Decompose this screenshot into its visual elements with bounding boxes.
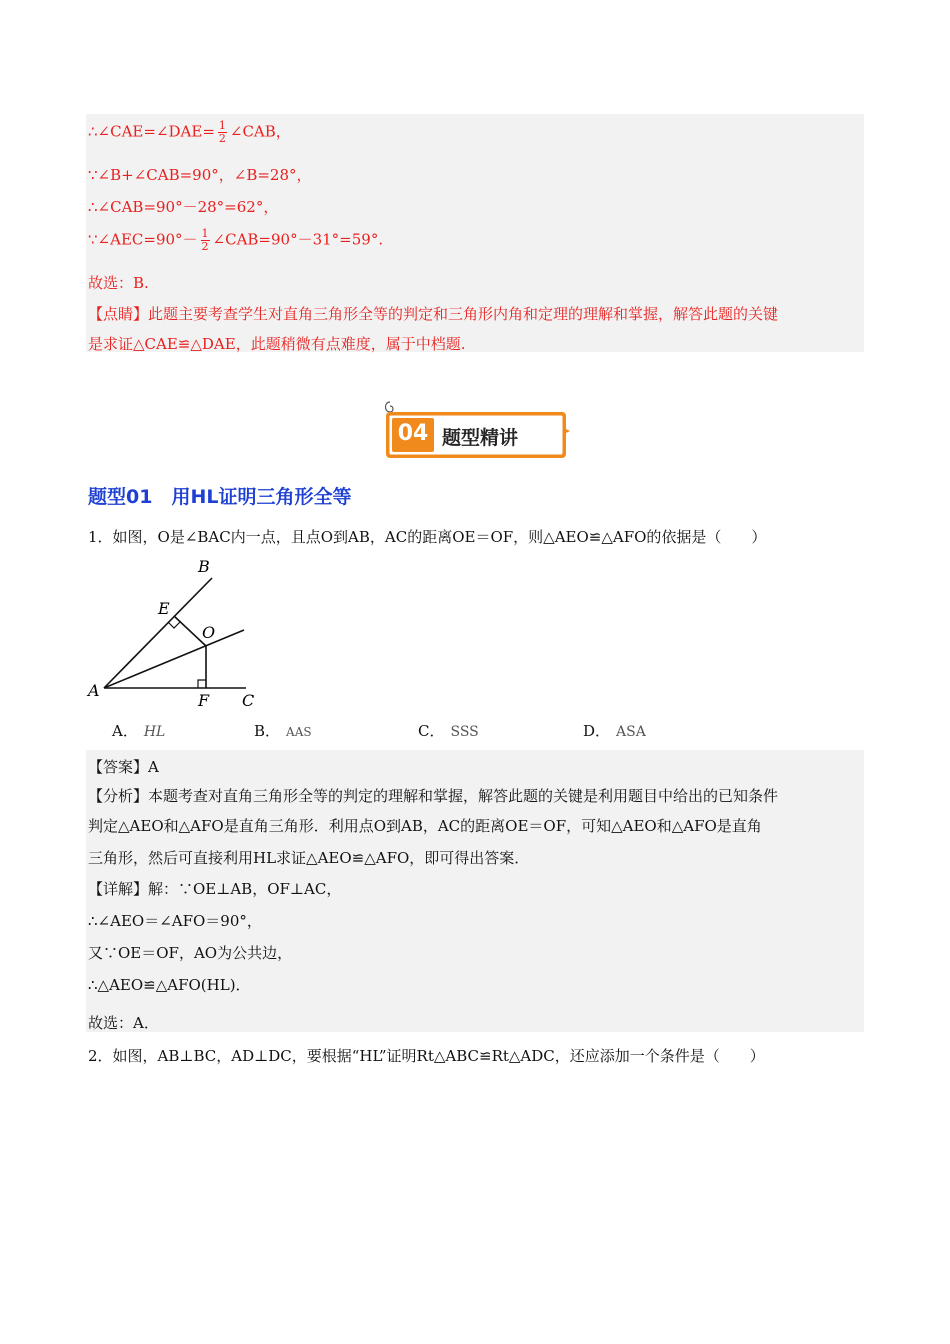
solution-choice: 故选：B. xyxy=(88,274,149,292)
option-letter: B． xyxy=(254,722,281,740)
comment-line-2: 是求证△CAE≌△DAE，此题稍微有点难度，属于中档题. xyxy=(88,335,466,353)
comment-line-1: 【点睛】此题主要考查学生对直角三角形全等的判定和三角形内角和定理的理解和掌握，解答此题的关键 xyxy=(88,305,779,323)
label-c: C xyxy=(242,691,255,710)
solution-line-2: ∵∠B+∠CAB=90°，∠B=28°， xyxy=(88,166,312,184)
q1-analysis-line-3: 三角形，然后可直接利用HL求证△AEO≌△AFO，即可得出答案． xyxy=(88,849,530,867)
label-o: O xyxy=(202,623,216,642)
label-e: E xyxy=(158,599,170,618)
right-angle-mark-f xyxy=(198,680,206,688)
q1-analysis-line-2: 判定△AEO和△AFO是直角三角形．利用点O到AB，AC的距离OE＝OF，可知△AEO和△AFO是直角 xyxy=(88,817,762,835)
label-f: F xyxy=(198,691,210,710)
solution-line-4: ∵∠AEC=90°－ $\frac{1}{2}$ ∠CAB=90°－31°=59°. xyxy=(88,227,384,253)
label-a: A xyxy=(88,681,100,700)
option-value: HL xyxy=(143,724,166,740)
section-heading: 题型01 用HL证明三角形全等 xyxy=(88,486,352,508)
q1-figure xyxy=(86,554,266,714)
ray-ao xyxy=(104,630,244,688)
option-value: AAS xyxy=(286,725,312,739)
banner-title: 题型精讲 xyxy=(442,427,519,449)
q1-option-c[interactable] xyxy=(418,720,479,741)
q1-detail-line-1: 【详解】解：∵OE⊥AB，OF⊥AC， xyxy=(88,880,342,898)
option-letter: D． xyxy=(583,722,611,740)
ray-ab xyxy=(104,578,212,688)
q1-detail-line-4: ∴△AEO≌△AFO(HL)． xyxy=(88,976,251,994)
solution-line-1: ∴∠CAE=∠DAE= $\frac{1}{2}$ ∠CAB， xyxy=(88,119,291,145)
q1-stem: 1．如图，O是∠BAC内一点，且点O到AB，AC的距离OE＝OF，则△AEO≌△AFO的依据是（ ） xyxy=(88,528,767,546)
q1-choice: 故选：A． xyxy=(88,1014,159,1032)
option-letter: A． xyxy=(112,722,138,740)
q1-option-d[interactable] xyxy=(583,720,646,741)
option-value: ASA xyxy=(616,724,646,740)
q1-detail-line-3: 又∵OE＝OF，AO为公共边， xyxy=(88,944,293,962)
q1-answer: 【答案】A xyxy=(88,758,159,776)
q1-detail-line-2: ∴∠AEO＝∠AFO＝90°， xyxy=(88,912,262,930)
solution-line-3: ∴∠CAB=90°－28°=62°， xyxy=(88,198,279,216)
q1-option-a[interactable] xyxy=(112,720,165,741)
label-b: B xyxy=(198,557,210,576)
option-letter: C． xyxy=(418,722,445,740)
q1-analysis-line-1: 【分析】本题考查对直角三角形全等的判定的理解和掌握，解答此题的关键是利用题目中给出的已知条件 xyxy=(88,787,779,805)
hook-icon xyxy=(386,402,394,412)
banner-number: 04 xyxy=(397,421,429,446)
section-banner xyxy=(380,398,570,464)
option-value: SSS xyxy=(450,724,479,740)
banner-tab xyxy=(564,428,570,434)
q1-option-b[interactable] xyxy=(254,720,312,741)
right-angle-mark-e xyxy=(168,622,180,628)
q2-stem: 2．如图，AB⊥BC，AD⊥DC，要根据“HL”证明Rt△ABC≌Rt△ADC，还应添加一个条件是（ ） xyxy=(88,1047,765,1065)
